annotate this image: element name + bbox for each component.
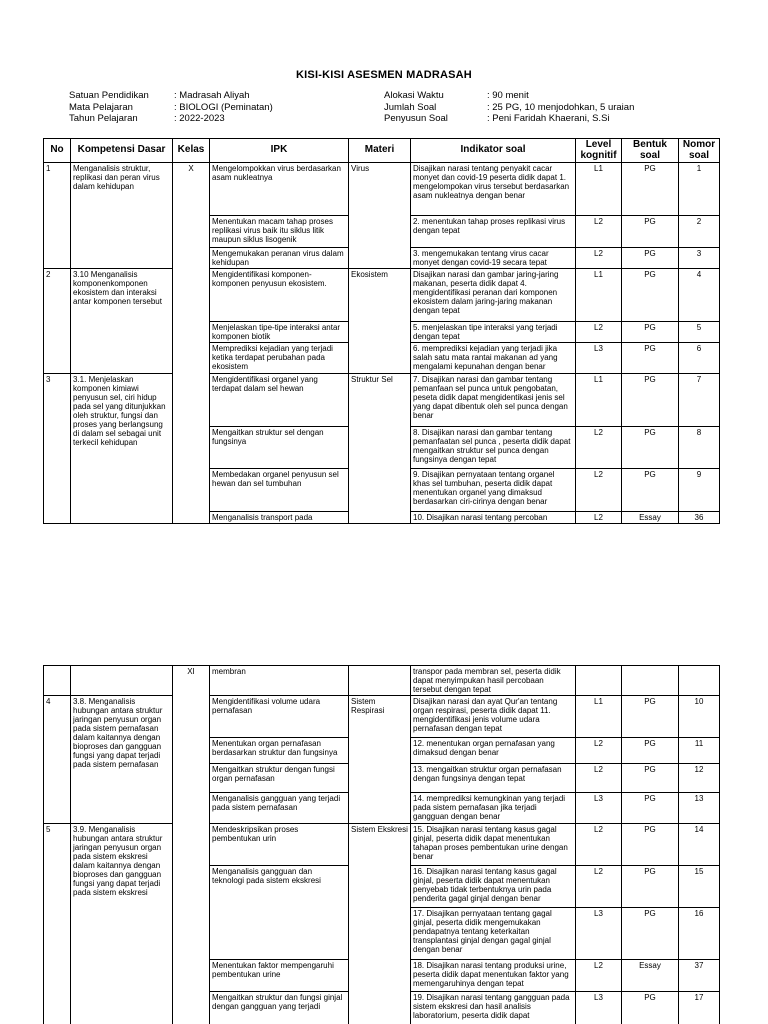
indikator-cell: 16. Disajikan narasi tentang kasus gagal ginjal, peserta didik dapat menentukan penyebab tidak terbentuknya urin pada penderita gagal ginjal dengan benar [411, 866, 576, 908]
meta-label: Jumlah Soal [384, 101, 437, 113]
level-cell: L2 [576, 322, 622, 343]
nomor-cell: 6 [679, 343, 720, 374]
bentuk-cell: PG [622, 824, 679, 866]
level-cell: L1 [576, 696, 622, 738]
level-cell: L1 [576, 269, 622, 322]
ipk-cell: Mengidentifikasi komponen-komponen penyusun ekosistem. [210, 269, 349, 322]
table-row [44, 666, 720, 696]
header-level: Level kognitif [576, 139, 622, 163]
bentuk-cell: PG [622, 764, 679, 793]
meta-label: Mata Pelajaran [69, 101, 133, 113]
indikator-cell: Disajikan narasi dan gambar jaring-jaring makanan, peserta didik dapat 4. mengidentifikasi peranan dari komponen ekosistem dalam jaring-jaring makanan dengan tepat [411, 269, 576, 322]
competency-cell: Menganalisis struktur, replikasi dan peran virus dalam kehidupan [71, 163, 173, 269]
level-cell: L2 [576, 866, 622, 908]
materi-cell: Sistem Ekskresi [349, 824, 411, 1024]
indikator-cell: 14. memprediksi kemungkinan yang terjadi pada sistem pernafasan jika terjadi gangguan dengan benar [411, 793, 576, 824]
bentuk-cell: PG [622, 269, 679, 322]
indikator-cell: 10. Disajikan narasi tentang percoban [411, 512, 576, 524]
row-no: 1 [44, 163, 71, 269]
meta-label: Satuan Pendidikan [69, 90, 149, 101]
indikator-cell: transpor pada membran sel, peserta didik dapat menyimpukan hasil percobaan tersebut dengan tepat [411, 666, 576, 696]
ipk-cell: Menjelaskan tipe-tipe interaksi antar komponen biotik [210, 322, 349, 343]
bentuk-cell: PG [622, 216, 679, 248]
ipk-cell: Mengaitkan struktur sel dengan fungsinya [210, 427, 349, 469]
bentuk-cell: PG [622, 696, 679, 738]
ipk-cell: Mengidentifikasi organel yang terdapat dalam sel hewan [210, 374, 349, 427]
ipk-cell: Menganalisis transport pada [210, 512, 349, 524]
bentuk-cell: Essay [622, 960, 679, 992]
meta-value: : Madrasah Aliyah [174, 90, 250, 101]
nomor-cell: 15 [679, 866, 720, 908]
row-no [44, 666, 71, 696]
meta-label: Tahun Pelajaran [69, 113, 138, 125]
meta-value: : 25 PG, 10 menjodohkan, 5 uraian [487, 101, 635, 113]
header-kd: Kompetensi Dasar [71, 139, 173, 163]
competency-cell: 3.8. Menganalisis hubungan antara struktur jaringan penyusun organ pada sistem pernafasan dalam kaitannya dengan bioproses dan gangguan fungsi yang dapat terjadi pada sistem pernafasan [71, 696, 173, 824]
meta-right-values [487, 90, 634, 125]
table-row [44, 696, 720, 738]
bentuk-cell: PG [622, 322, 679, 343]
nomor-cell: 7 [679, 374, 720, 427]
indikator-cell: 3. mengemukakan tentang virus cacar monyet dengan covid-19 secara tepat [411, 248, 576, 269]
bentuk-cell: PG [622, 248, 679, 269]
ipk-cell: Mengidentifikasi volume udara pernafasan [210, 696, 349, 738]
bentuk-cell: PG [622, 793, 679, 824]
table-row [44, 824, 720, 866]
ipk-cell: Mengaitkan struktur dengan fungsi organ pernafasan [210, 764, 349, 793]
level-cell: L2 [576, 216, 622, 248]
nomor-cell: 12 [679, 764, 720, 793]
nomor-cell: 3 [679, 248, 720, 269]
meta-value: : Peni Faridah Khaerani, S.Si [487, 113, 610, 125]
competency-cell [71, 666, 173, 696]
materi-cell: Sistem Respirasi [349, 696, 411, 824]
bentuk-cell: PG [622, 908, 679, 960]
indikator-cell: 19. Disajikan narasi tentang gangguan pada sistem ekskresi dan hasil analisis laboratorium, peserta didik dapat [411, 992, 576, 1024]
ipk-cell: membran [210, 666, 349, 696]
bentuk-cell: PG [622, 866, 679, 908]
header-ipk: IPK [210, 139, 349, 163]
nomor-cell: 36 [679, 512, 720, 524]
bentuk-cell: Essay [622, 512, 679, 524]
level-cell: L3 [576, 908, 622, 960]
meta-left [69, 90, 149, 125]
nomor-cell: 1 [679, 163, 720, 216]
level-cell: L2 [576, 427, 622, 469]
indikator-cell: 5. menjelaskan tipe interaksi yang terjadi dengan tepat [411, 322, 576, 343]
nomor-cell: 10 [679, 696, 720, 738]
header-kelas: Kelas [173, 139, 210, 163]
nomor-cell: 16 [679, 908, 720, 960]
level-cell: L2 [576, 824, 622, 866]
nomor-cell: 14 [679, 824, 720, 866]
bentuk-cell: PG [622, 427, 679, 469]
table-row [44, 163, 720, 216]
level-cell: L3 [576, 343, 622, 374]
nomor-cell: 9 [679, 469, 720, 512]
kisi-kisi-table [43, 138, 720, 524]
materi-cell: Ekosistem [349, 269, 411, 374]
ipk-cell: Memprediksi kejadian yang terjadi ketika terdapat perubahan pada ekosistem [210, 343, 349, 374]
nomor-cell: 11 [679, 738, 720, 764]
materi-cell: Struktur Sel [349, 374, 411, 524]
ipk-cell: Menganalisis gangguan dan teknologi pada sistem ekskresi [210, 866, 349, 960]
level-cell: L2 [576, 469, 622, 512]
level-cell: L1 [576, 374, 622, 427]
nomor-cell: 2 [679, 216, 720, 248]
nomor-cell: 4 [679, 269, 720, 322]
level-cell: L3 [576, 992, 622, 1024]
bentuk-cell: PG [622, 738, 679, 764]
row-no: 4 [44, 696, 71, 824]
competency-cell: 3.1. Menjelaskan komponen kimiawi penyusun sel, ciri hidup pada sel yang ditunjukkan oleh struktur, fungsi dan proses yang berlangsung di dalam sel sebagai unit terkecil kehidupan [71, 374, 173, 524]
competency-cell: 3.10 Menganalisis komponenkomponen ekosistem dan interaksi antar komponen tersebut [71, 269, 173, 374]
meta-label: Penyusun Soal [384, 113, 448, 125]
bentuk-cell: PG [622, 343, 679, 374]
indikator-cell: 9. Disajikan pernyataan tentang organel khas sel tumbuhan, peserta didik dapat menentukan organel yang dimaksud berdasarkan ciri-cirinya dengan benar [411, 469, 576, 512]
materi-cell: Virus [349, 163, 411, 269]
kelas-cell: X [173, 163, 210, 524]
meta-label: Alokasi Waktu [384, 90, 444, 101]
bentuk-cell: PG [622, 163, 679, 216]
header-indikator: Indikator soal [411, 139, 576, 163]
indikator-cell: 7. Disajikan narasi dan gambar tentang pemanfaan sel punca untuk pengobatan, peseta didik dapat mengidentikasi jenis sel yang dapat dibentuk oleh sel punca dengan benar [411, 374, 576, 427]
meta-value: : BIOLOGI (Peminatan) [174, 101, 273, 113]
meta-value: : 90 menit [487, 90, 529, 101]
bentuk-cell: PG [622, 374, 679, 427]
document-page-2 [0, 660, 768, 1024]
header-materi: Materi [349, 139, 411, 163]
kelas-cell: XI [173, 666, 210, 1024]
ipk-cell: Menganalisis gangguan yang terjadi pada sistem pernafasan [210, 793, 349, 824]
meta-right [384, 90, 448, 125]
ipk-cell: Menentukan organ pernafasan berdasarkan struktur dan fungsinya [210, 738, 349, 764]
bentuk-cell: PG [622, 469, 679, 512]
ipk-cell: Mengaitkan struktur dan fungsi ginjal dengan gangguan yang terjadi [210, 992, 349, 1024]
nomor-cell: 5 [679, 322, 720, 343]
competency-cell: 3.9. Menganalisis hubungan antara struktur jaringan penyusun organ pada sistem ekskresi dalam kaitannya dengan bioproses dan gangguan fungsi yang dapat terjadi pada sistem ekskresi [71, 824, 173, 1024]
level-cell: L2 [576, 738, 622, 764]
indikator-cell: 8. Disajikan narasi dan gambar tentang pemanfaatan sel punca , peserta didik dapat mengaitkan struktur sel punca dengan fungsinya dengan tepat [411, 427, 576, 469]
page-title: KISI-KISI ASESMEN MADRASAH [296, 69, 472, 81]
kisi-kisi-table-continued [43, 665, 720, 1024]
table-header-row [44, 139, 720, 163]
indikator-cell: 12. menentukan organ pernafasan yang dimaksud dengan benar [411, 738, 576, 764]
ipk-cell: Menentukan faktor mempengaruhi pembentukan urine [210, 960, 349, 992]
level-cell [576, 666, 622, 696]
nomor-cell [679, 666, 720, 696]
meta-left-values [174, 90, 273, 125]
ipk-cell: Mengemukakan peranan virus dalam kehidupan [210, 248, 349, 269]
table-row [44, 269, 720, 322]
indikator-cell: 2. menentukan tahap proses replikasi virus dengan tepat [411, 216, 576, 248]
level-cell: L2 [576, 764, 622, 793]
bentuk-cell: PG [622, 992, 679, 1024]
ipk-cell: Mengelompokkan virus berdasarkan asam nukleatnya [210, 163, 349, 216]
indikator-cell: Disajikan narasi tentang penyakit cacar monyet dan covid-19 peserta didik dapat 1. mengelompokan virus tersebut berdasarkan asam nukleatnya dengan benar [411, 163, 576, 216]
level-cell: L2 [576, 248, 622, 269]
bentuk-cell [622, 666, 679, 696]
ipk-cell: Membedakan organel penyusun sel hewan dan sel tumbuhan [210, 469, 349, 512]
indikator-cell: 15. Disajikan narasi tentang kasus gagal ginjal, peserta didik dapat menentukan tahapan proses pembentukan urine dengan benar [411, 824, 576, 866]
nomor-cell: 8 [679, 427, 720, 469]
indikator-cell: 6. memprediksi kejadian yang terjadi jika salah satu mata rantai makanan ad yang mengalami kepunahan dengan benar [411, 343, 576, 374]
meta-value: : 2022-2023 [174, 113, 225, 125]
indikator-cell: 18. Disajikan narasi tentang produksi urine, peserta didik dapat menentukan faktor yang memengaruhinya dengan tepat [411, 960, 576, 992]
indikator-cell: 17. Disajikan pernyataan tentang gagal ginjal, peserta didik mengemukakan pendapatnya tentang keterkaitan transplantasi ginjal dengan gagal ginjal dengan benar [411, 908, 576, 960]
header-nomor: Nomor soal [679, 139, 720, 163]
row-no: 5 [44, 824, 71, 1024]
materi-cell [349, 666, 411, 696]
level-cell: L2 [576, 512, 622, 524]
table-row [44, 374, 720, 427]
row-no: 3 [44, 374, 71, 524]
level-cell: L2 [576, 960, 622, 992]
nomor-cell: 13 [679, 793, 720, 824]
header-bentuk: Bentuk soal [622, 139, 679, 163]
header-no: No [44, 139, 71, 163]
nomor-cell: 37 [679, 960, 720, 992]
ipk-cell: Menentukan macam tahap proses replikasi virus baik itu siklus litik maupun siklus lisogenik [210, 216, 349, 248]
indikator-cell: 13. mengaitkan struktur organ pernafasan dengan fungsinya dengan tepat [411, 764, 576, 793]
row-no: 2 [44, 269, 71, 374]
level-cell: L1 [576, 163, 622, 216]
indikator-cell: Disajikan narasi dan ayat Qur'an tentang organ respirasi, peserta didik dapat 11. mengidentifikasi jenis volume udara pernafasan dengan tepat [411, 696, 576, 738]
level-cell: L3 [576, 793, 622, 824]
page-gap [0, 560, 768, 660]
nomor-cell: 17 [679, 992, 720, 1024]
ipk-cell: Mendeskripsikan proses pembentukan urin [210, 824, 349, 866]
